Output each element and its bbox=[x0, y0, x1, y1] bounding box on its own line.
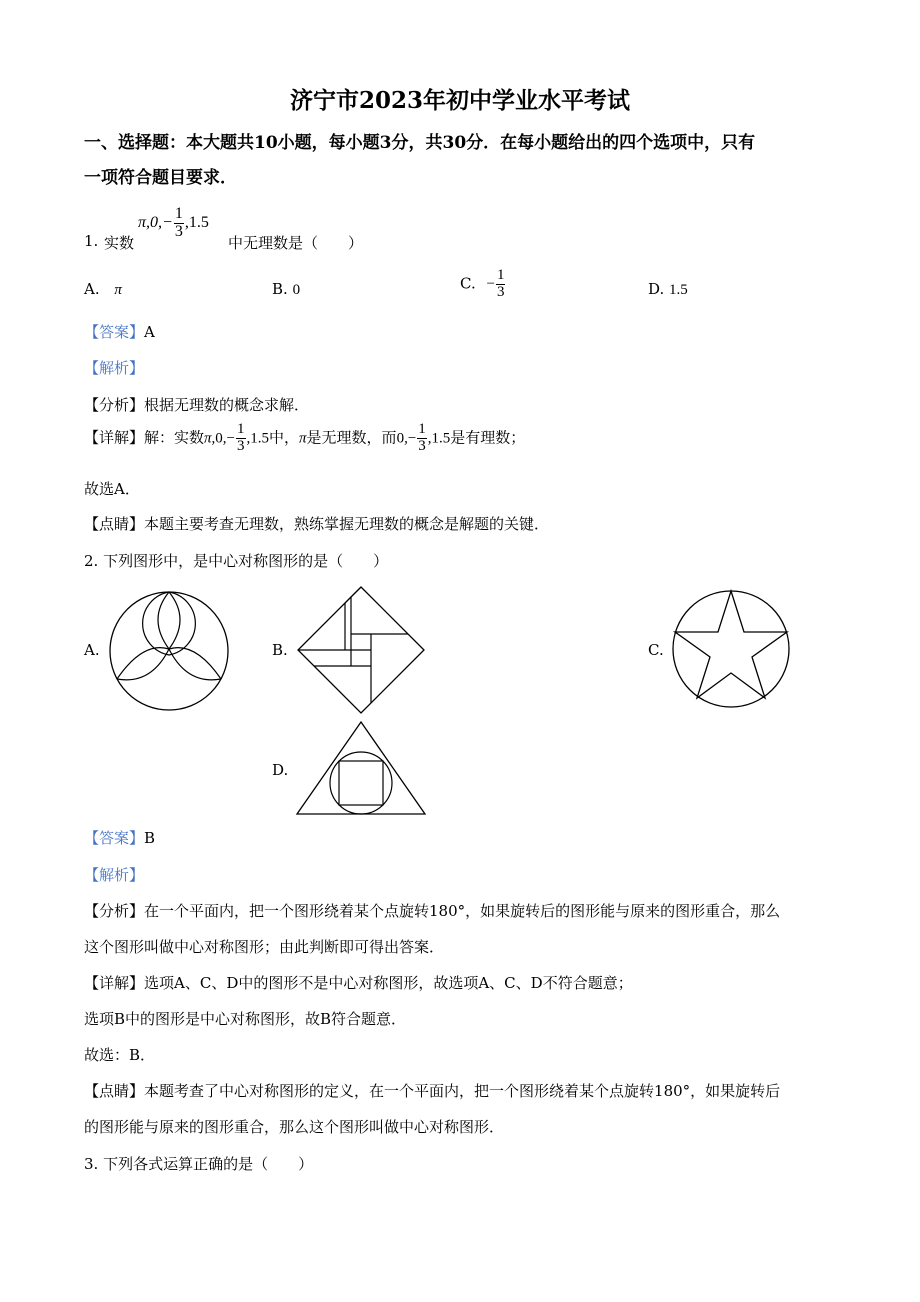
q1-stem-suffix: 中无理数是（ ） bbox=[228, 234, 364, 252]
q3-number-stem: 3. 下列各式运算正确的是（ ） bbox=[84, 1155, 314, 1173]
q2-fenxi-line2: 这个图形叫做中心对称图形；由此判断即可得出答案． bbox=[84, 938, 445, 956]
q2-figure-d[interactable] bbox=[294, 719, 428, 817]
q1-option-d[interactable]: D. 1.5 bbox=[648, 280, 688, 298]
q1-xiangjie: 【详解】解：实数π,0,− $\frac{1}{3}$ ,1.5中，π是无理数，而0,− $\frac{1}{3}$ ,1.5是有理数； bbox=[84, 421, 526, 454]
q1-option-c[interactable]: C. − $\frac{1}{3}$ bbox=[460, 267, 505, 300]
q1-number: 1. bbox=[84, 232, 99, 250]
q1-option-b[interactable]: B. 0 bbox=[272, 280, 301, 298]
q2-dianjing-line2: 的图形能与原来的图形重合，那么这个图形叫做中心对称图形． bbox=[84, 1118, 505, 1136]
page-title: 济宁市2023年初中学业水平考试 bbox=[289, 87, 630, 114]
q2-figure-c[interactable] bbox=[670, 588, 792, 710]
q1-option-a[interactable]: A. π bbox=[84, 280, 122, 298]
q2-conclusion: 故选：B． bbox=[84, 1046, 156, 1064]
q2-xiangjie-line2: 选项B中的图形是中心对称图形，故B符合题意． bbox=[84, 1010, 407, 1028]
q1-conclusion: 故选A． bbox=[84, 480, 140, 498]
q2-analysis-tag: 【解析】 bbox=[84, 866, 145, 884]
q2-fenxi-line1: 【分析】在一个平面内，把一个图形绕着某个点旋转180°，如果旋转后的图形能与原来的图形重合，那么 bbox=[84, 902, 781, 920]
q2-xiangjie-line1: 【详解】选项A、C、D中的图形不是中心对称图形，故选项A、C、D不符合题意； bbox=[84, 974, 633, 992]
q1-stem-prefix: 实数 bbox=[104, 234, 135, 252]
q1-fenxi: 【分析】根据无理数的概念求解． bbox=[84, 396, 310, 414]
q2-option-d-label[interactable]: D. bbox=[272, 761, 289, 779]
q2-dianjing-line1: 【点睛】本题考查了中心对称图形的定义，在一个平面内，把一个图形绕着某个点旋转180°，如果旋转后 bbox=[84, 1082, 781, 1100]
q1-analysis-tag: 【解析】 bbox=[84, 359, 145, 377]
q2-figure-a[interactable] bbox=[107, 589, 231, 713]
section-heading-line2: 一项符合题目要求． bbox=[84, 168, 237, 188]
q2-answer: 【答案】B bbox=[84, 829, 156, 847]
q2-option-c-label[interactable]: C. bbox=[648, 641, 664, 659]
q1-answer: 【答案】A bbox=[84, 323, 155, 341]
q2-number-stem: 2. 下列图形中，是中心对称图形的是（ ） bbox=[84, 552, 389, 570]
section-heading-line1: 一、选择题：本大题共10小题，每小题3分，共30分．在每小题给出的四个选项中，只有 bbox=[84, 133, 756, 153]
q2-option-b-label[interactable]: B. bbox=[272, 641, 288, 659]
q2-figure-b[interactable] bbox=[296, 585, 426, 715]
q1-stem-math: π,0,− $\frac{1}{3}$ ,1.5 bbox=[138, 205, 209, 240]
q2-option-a-label[interactable]: A. bbox=[84, 641, 100, 659]
q1-dianjing: 【点睛】本题主要考查无理数，熟练掌握无理数的概念是解题的关键． bbox=[84, 515, 550, 533]
